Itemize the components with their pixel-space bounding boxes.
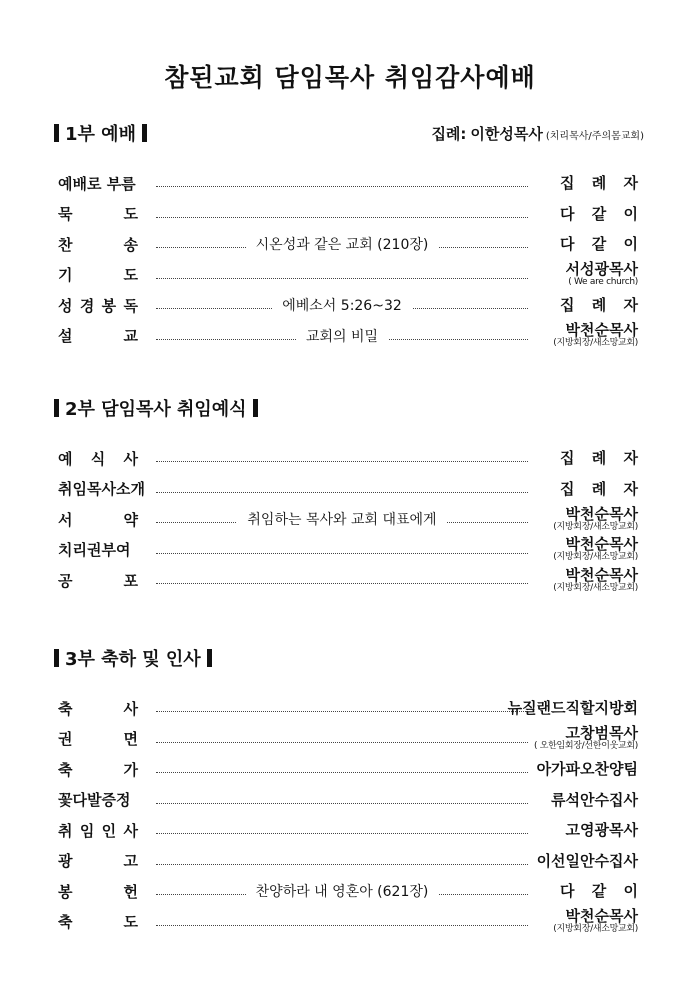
presider-label: 집례: bbox=[431, 124, 467, 143]
program-item-person bbox=[528, 535, 638, 565]
program-item-person bbox=[528, 815, 638, 845]
program-item-content-text: 찬양하라 내 영혼아 (621장) bbox=[246, 881, 439, 901]
person-name: 다 같 이 bbox=[560, 235, 638, 253]
dotted-leader bbox=[156, 803, 528, 804]
dotted-leader bbox=[156, 864, 528, 865]
program-row bbox=[58, 290, 638, 320]
person-name: 이선일안수집사 bbox=[536, 851, 638, 870]
person-name: 집 례 자 bbox=[560, 174, 638, 192]
section-header bbox=[54, 393, 644, 423]
person-name: 고창범목사 bbox=[565, 724, 638, 742]
person-name: 다 같 이 bbox=[560, 882, 638, 900]
program-item-person bbox=[528, 785, 638, 815]
person-name: 뉴질랜드직할지방회 bbox=[507, 699, 638, 717]
program-item-label: 기 도 bbox=[58, 266, 138, 284]
person-role: (지방회장/새소망교회) bbox=[553, 521, 638, 532]
program-item-person bbox=[528, 846, 638, 876]
program-item-label: 봉 헌 bbox=[58, 882, 138, 901]
program-item-label: 취임목사소개 bbox=[58, 480, 145, 498]
program-row bbox=[58, 321, 638, 351]
program-item-person bbox=[528, 321, 638, 351]
section-bar-left bbox=[54, 399, 59, 417]
section-bar-left bbox=[54, 649, 59, 667]
dotted-leader bbox=[156, 742, 528, 743]
dotted-leader bbox=[156, 833, 528, 834]
person-name: 박천순목사 bbox=[565, 535, 638, 553]
program-item-person bbox=[528, 754, 638, 784]
program-row bbox=[58, 876, 638, 906]
program-item-person bbox=[528, 504, 638, 534]
presider-role: (치리목사/주의몸교회) bbox=[545, 130, 644, 142]
person-name: 박천순목사 bbox=[565, 565, 638, 584]
program-item-label: 광 고 bbox=[58, 852, 138, 870]
dotted-leader bbox=[156, 711, 528, 712]
dotted-leader bbox=[156, 278, 528, 279]
dotted-leader bbox=[156, 217, 528, 218]
program-item-person bbox=[528, 724, 638, 754]
presider bbox=[431, 123, 644, 144]
page-title: 참된교회 담임목사 취임감사예배 bbox=[164, 63, 536, 92]
person-name: 고영광목사 bbox=[565, 821, 638, 839]
program-row bbox=[58, 724, 638, 754]
program-item-person bbox=[528, 290, 638, 320]
person-name: 다 같 이 bbox=[560, 204, 638, 223]
person-role: (지방회장/새소망교회) bbox=[553, 582, 638, 593]
program-item-label: 축 도 bbox=[58, 913, 138, 931]
program-item-person bbox=[528, 199, 638, 229]
program-item-person bbox=[528, 565, 638, 595]
dotted-leader bbox=[156, 772, 528, 773]
program-item-content bbox=[156, 321, 528, 351]
person-name: 집 례 자 bbox=[560, 296, 638, 314]
program-item-content bbox=[156, 229, 528, 259]
program-row bbox=[58, 443, 638, 473]
program-row bbox=[58, 815, 638, 845]
program-item-label: 묵 도 bbox=[58, 205, 138, 223]
program-item-label: 취 임 인 사 bbox=[58, 821, 138, 840]
person-role: (지방회장/새소망교회) bbox=[553, 924, 638, 934]
person-role: (지방회장/새소망교회) bbox=[553, 552, 638, 562]
program-item-person bbox=[528, 443, 638, 473]
program-item-person bbox=[528, 229, 638, 259]
program-item-label: 예 식 사 bbox=[58, 449, 138, 468]
program-row bbox=[58, 535, 638, 565]
program-item-label: 축 사 bbox=[58, 699, 138, 718]
program-row bbox=[58, 168, 638, 198]
program-item-content bbox=[156, 290, 528, 320]
program-row bbox=[58, 504, 638, 534]
program-item-content-text: 교회의 비밀 bbox=[296, 326, 388, 346]
person-role: (지방회장/새소망교회) bbox=[553, 338, 638, 348]
section-title-text: 1부 예배 bbox=[65, 124, 136, 145]
program-item-label: 꽃다발증정 bbox=[58, 791, 131, 809]
program-item-content-text: 시온성과 같은 교회 (210장) bbox=[246, 234, 439, 254]
section-bar-right bbox=[253, 399, 258, 417]
person-name: 집 례 자 bbox=[560, 449, 638, 467]
program-item-label: 서 약 bbox=[58, 510, 138, 529]
program-item-person bbox=[528, 907, 638, 937]
dotted-leader bbox=[156, 925, 528, 926]
program-row bbox=[58, 846, 638, 876]
person-name: 아가파오찬양팀 bbox=[536, 760, 638, 778]
program-item-label: 찬 송 bbox=[58, 235, 138, 254]
section-title bbox=[54, 120, 147, 146]
person-name: 박천순목사 bbox=[565, 907, 638, 925]
program-row bbox=[58, 260, 638, 290]
program-row bbox=[58, 565, 638, 595]
program-row bbox=[58, 229, 638, 259]
program-item-label: 공 포 bbox=[58, 571, 138, 590]
program-item-content-text: 에베소서 5:26~32 bbox=[272, 295, 412, 315]
program-item-label: 성 경 봉 독 bbox=[58, 296, 138, 315]
program-row bbox=[58, 474, 638, 504]
program-item-label: 축 가 bbox=[58, 760, 138, 779]
program-item-person bbox=[528, 474, 638, 504]
person-name: 박천순목사 bbox=[565, 321, 638, 339]
person-name: 서성광목사 bbox=[565, 260, 638, 278]
dotted-leader bbox=[156, 492, 528, 493]
program-item-label: 치리권부여 bbox=[58, 541, 131, 559]
program-item-label: 권 면 bbox=[58, 730, 138, 748]
program-item-person bbox=[528, 168, 638, 198]
person-role: ( 오한임회장/선한이웃교회) bbox=[533, 741, 638, 751]
program-row bbox=[58, 907, 638, 937]
program-item-person bbox=[528, 260, 638, 290]
program-item-label: 설 교 bbox=[58, 327, 138, 345]
program-row bbox=[58, 199, 638, 229]
person-role: ( We are church) bbox=[568, 277, 638, 287]
program-row bbox=[58, 785, 638, 815]
section-bar-right bbox=[142, 124, 147, 142]
section-bar-right bbox=[207, 649, 212, 667]
program-row bbox=[58, 754, 638, 784]
program-item-content bbox=[156, 504, 528, 534]
dotted-leader bbox=[156, 583, 528, 584]
program-item-content bbox=[156, 876, 528, 906]
section-header bbox=[54, 643, 644, 673]
section-title-text: 2부 담임목사 취임예식 bbox=[65, 399, 247, 420]
section-bar-left bbox=[54, 124, 59, 142]
dotted-leader bbox=[156, 461, 528, 462]
program-item-person bbox=[507, 693, 638, 723]
section-title bbox=[54, 395, 258, 421]
person-name: 집 례 자 bbox=[560, 479, 638, 498]
program-item-label: 예배로 부름 bbox=[58, 174, 136, 193]
section-title-text: 3부 축하 및 인사 bbox=[65, 649, 201, 670]
person-name: 박천순목사 bbox=[565, 504, 638, 523]
program-item-content-text: 취임하는 목사와 교회 대표에게 bbox=[237, 509, 446, 529]
dotted-leader bbox=[156, 186, 528, 187]
section-title bbox=[54, 645, 212, 671]
person-name: 류석안수집사 bbox=[551, 790, 638, 809]
program-item-person bbox=[528, 876, 638, 906]
dotted-leader bbox=[156, 553, 528, 554]
program-row bbox=[58, 693, 638, 723]
section-header bbox=[54, 118, 644, 148]
presider-name: 이한성목사 bbox=[470, 124, 543, 143]
